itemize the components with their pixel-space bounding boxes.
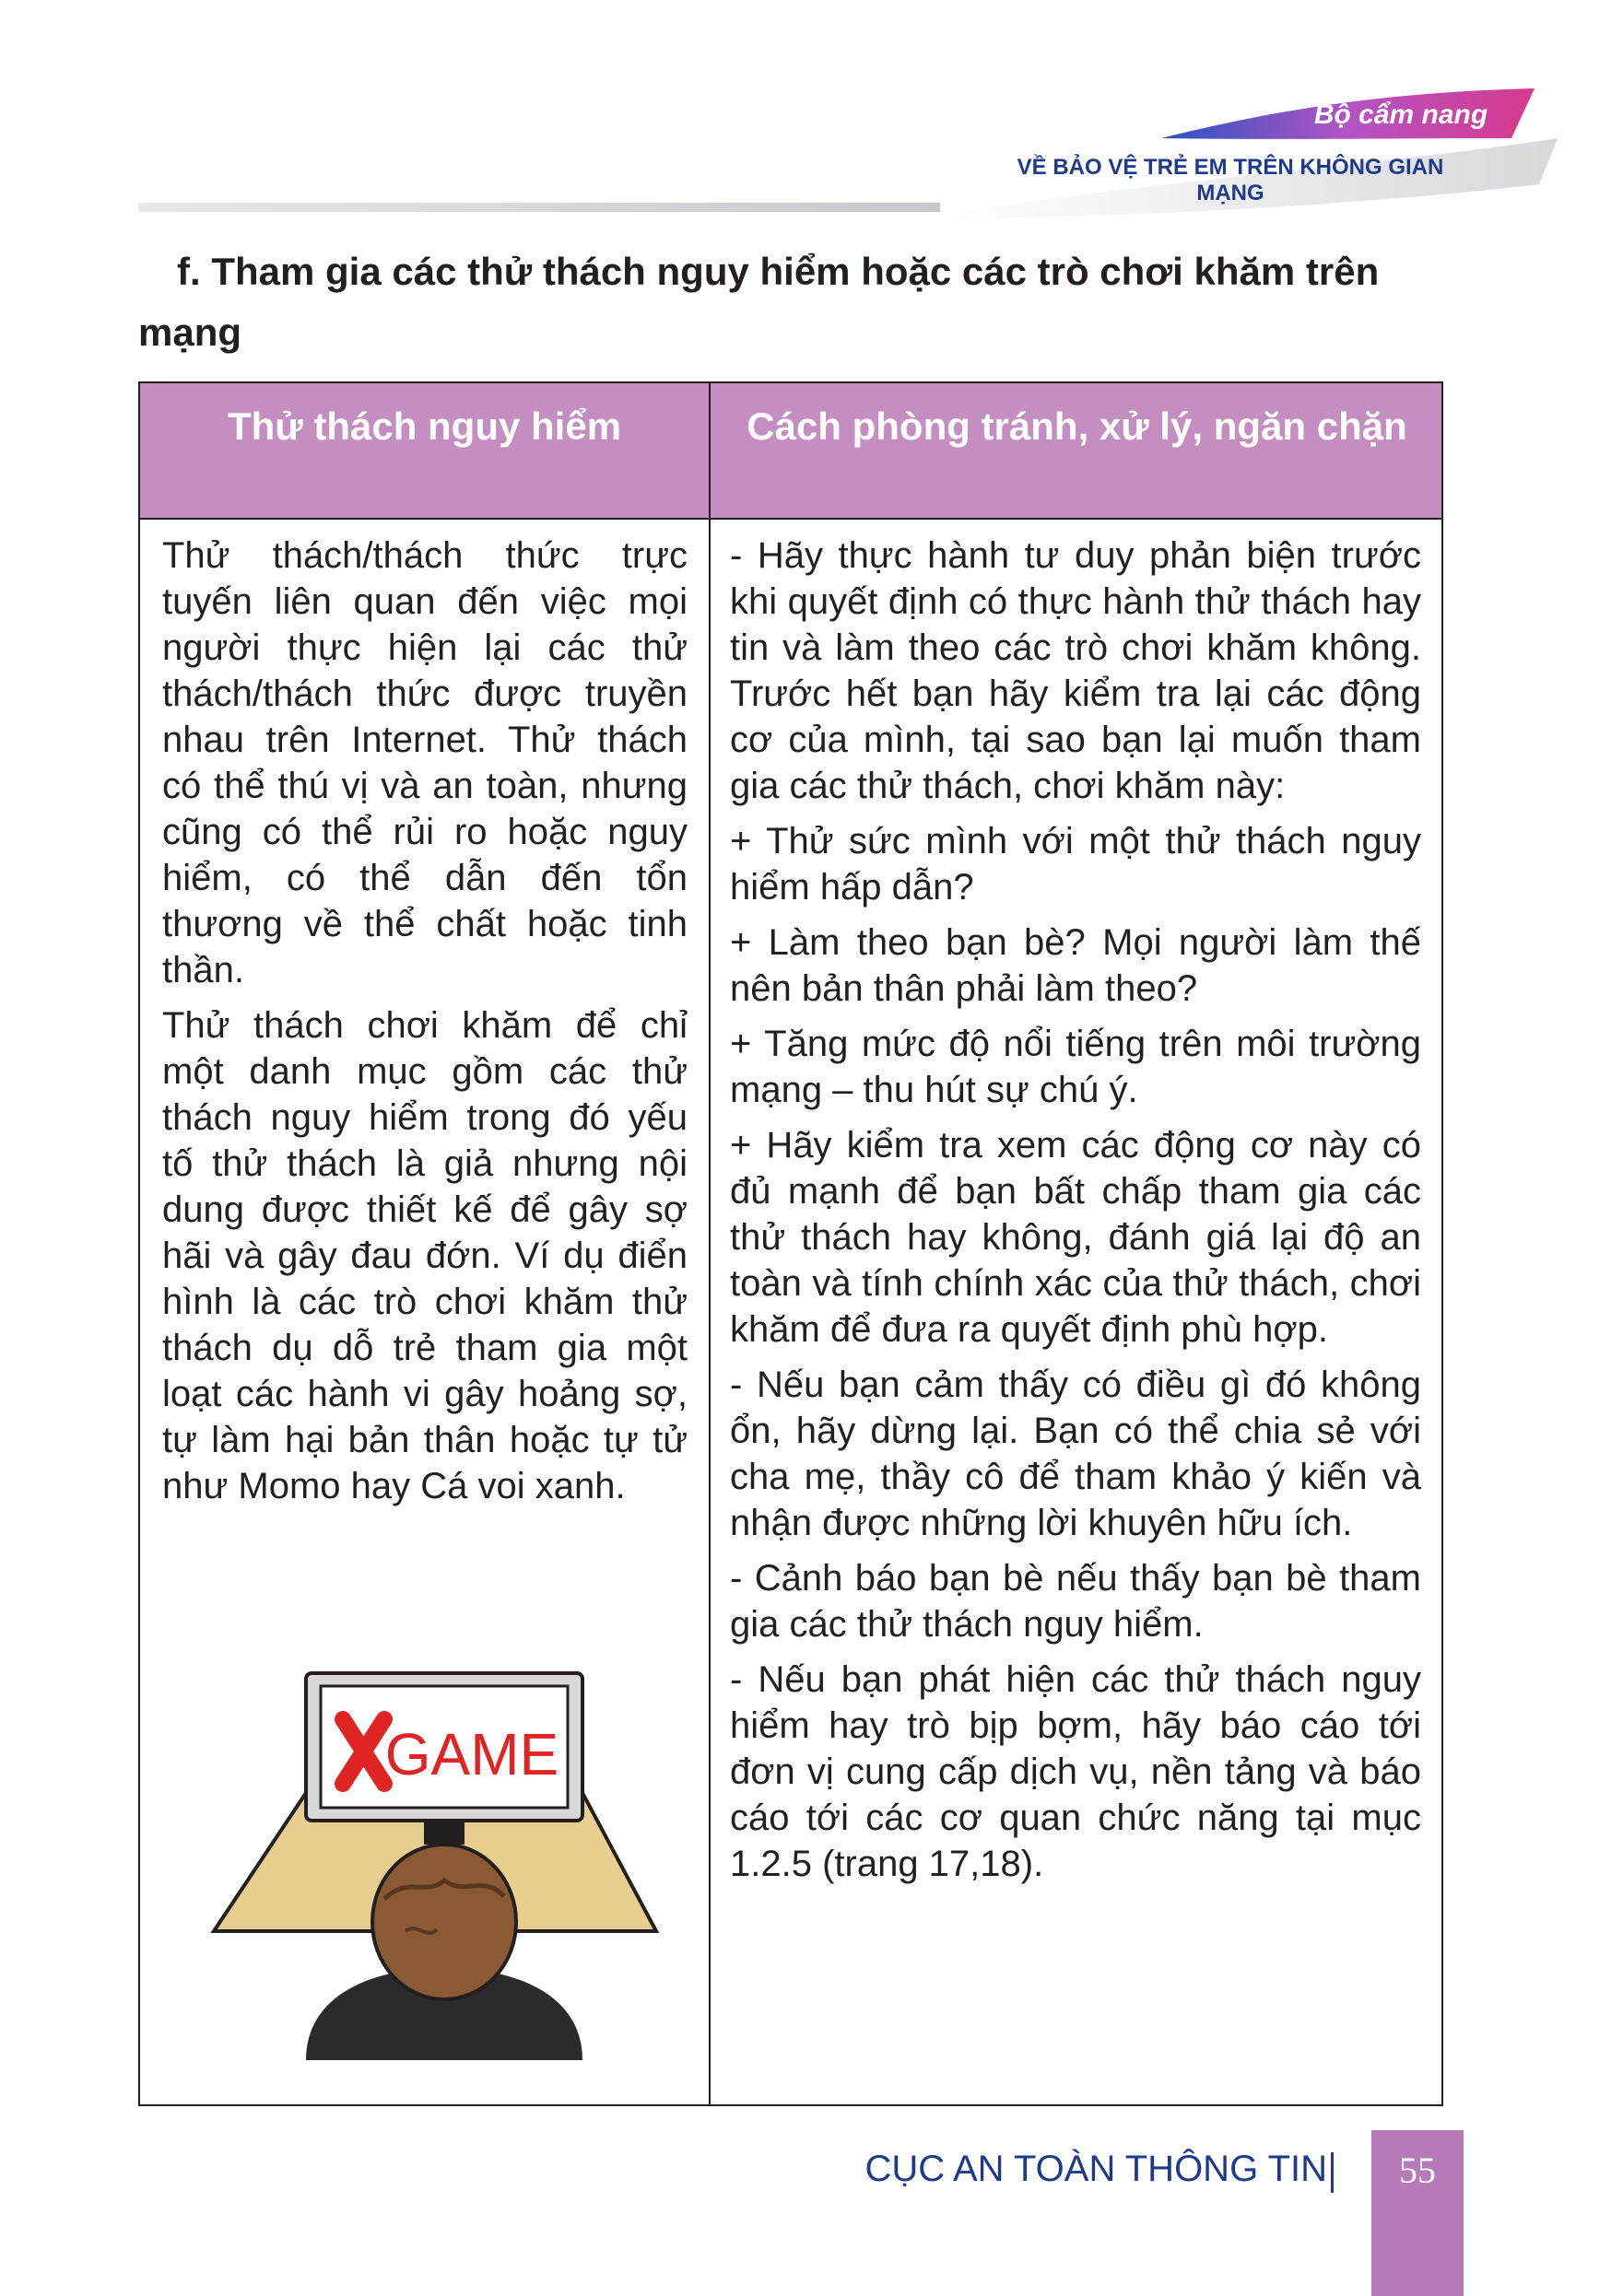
page-number-tab [1371, 2130, 1464, 2296]
footer-org-name: CỤC AN TOÀN THÔNG TIN [864, 2149, 1327, 2189]
brand-title: Bộ cẩm nang [1313, 100, 1488, 130]
cell-prevention [730, 533, 1421, 1896]
dangers-paragraph: Thử thách chơi khăm để chỉ một danh mục gồm các thử thách nguy hiểm trong đó yếu tố thử thách là giả nhưng nội dung được thiết kế để gây sợ hãi và gây đau đớn. Ví dụ điển hình là các trò chơi khăm thử thách dụ dỗ trẻ tham gia một loạt các hành vi gây hoảng sợ, tự làm hại bản thân hoặc tự tử như Momo hay Cá voi xanh. [162, 1005, 688, 1506]
xgame-illustration [195, 1655, 675, 2060]
prevention-paragraph: - Hãy thực hành tư duy phản biện trước khi quyết định có thực hành thử thách hay tin và làm theo các trò chơi khăm không. Trước hết bạn hãy kiểm tra lại các động cơ của mình, tại sao bạn lại muốn tham gia các thử thách, chơi khăm này: [730, 535, 1421, 806]
dangers-paragraph: Thử thách/thách thức trực tuyến liên quan đến việc mọi người thực hiện lại các thử thách/thách thức được truyền nhau trên Internet. Thử thách có thể thú vị và an toàn, nhưng cũng có thể rủi ro hoặc nguy hiểm, có thể dẫn đến tổn thương về thể chất hoặc tinh thần. [162, 535, 688, 990]
table-header-prevention: Cách phòng tránh, xử lý, ngăn chặn [747, 404, 1407, 448]
prevention-paragraph: + Làm theo bạn bè? Mọi người làm thế nên bản thân phải làm theo? [730, 922, 1421, 1009]
table-header-dangers: Thử thách nguy hiểm [227, 404, 622, 448]
header-banner [0, 0, 1611, 230]
prevention-paragraph: + Thử sức mình với một thử thách nguy hiểm hấp dẫn? [730, 821, 1421, 908]
column-divider [709, 383, 711, 2104]
page-number: 55 [1399, 2150, 1436, 2191]
section-title: f. Tham gia các thử thách nguy hiểm hoặc các trò chơi khăm trên mạng [138, 250, 1380, 354]
prevention-paragraph: + Hãy kiểm tra xem các động cơ này có đủ mạnh để bạn bất chấp tham gia các thử thách hay không, đánh giá lại độ an toàn và tính chính xác của thử thách, chơi khăm để đưa ra quyết định phù hợp. [730, 1125, 1421, 1350]
prevention-paragraph: + Tăng mức độ nổi tiếng trên môi trường mạng – thu hút sự chú ý. [730, 1024, 1421, 1110]
prevention-paragraph: - Cảnh báo bạn bè nếu thấy bạn bè tham gia các thử thách nguy hiểm. [730, 1558, 1421, 1645]
cell-dangers [162, 533, 688, 1518]
screen-game-text: GAME [384, 1721, 559, 1787]
footer-separator [1331, 2152, 1334, 2193]
prevention-paragraph: - Nếu bạn cảm thấy có điều gì đó không ổn, hãy dừng lại. Bạn có thể chia sẻ với cha mẹ, thầy cô để tham khảo ý kiến và nhận được những lời khuyên hữu ích. [730, 1365, 1421, 1543]
brand-subtitle: VỀ BẢO VỆ TRẺ EM TRÊN KHÔNG GIAN MẠNG [1017, 155, 1444, 205]
prevention-paragraph: - Nếu bạn phát hiện các thử thách nguy hiểm hay trò bịp bợm, hãy báo cáo tới đơn vị cung cấp dịch vụ, nền tảng và báo cáo tới các cơ quan chức năng tại mục 1.2.5 (trang 17,18). [730, 1659, 1421, 1884]
advice-table [138, 381, 1443, 2106]
